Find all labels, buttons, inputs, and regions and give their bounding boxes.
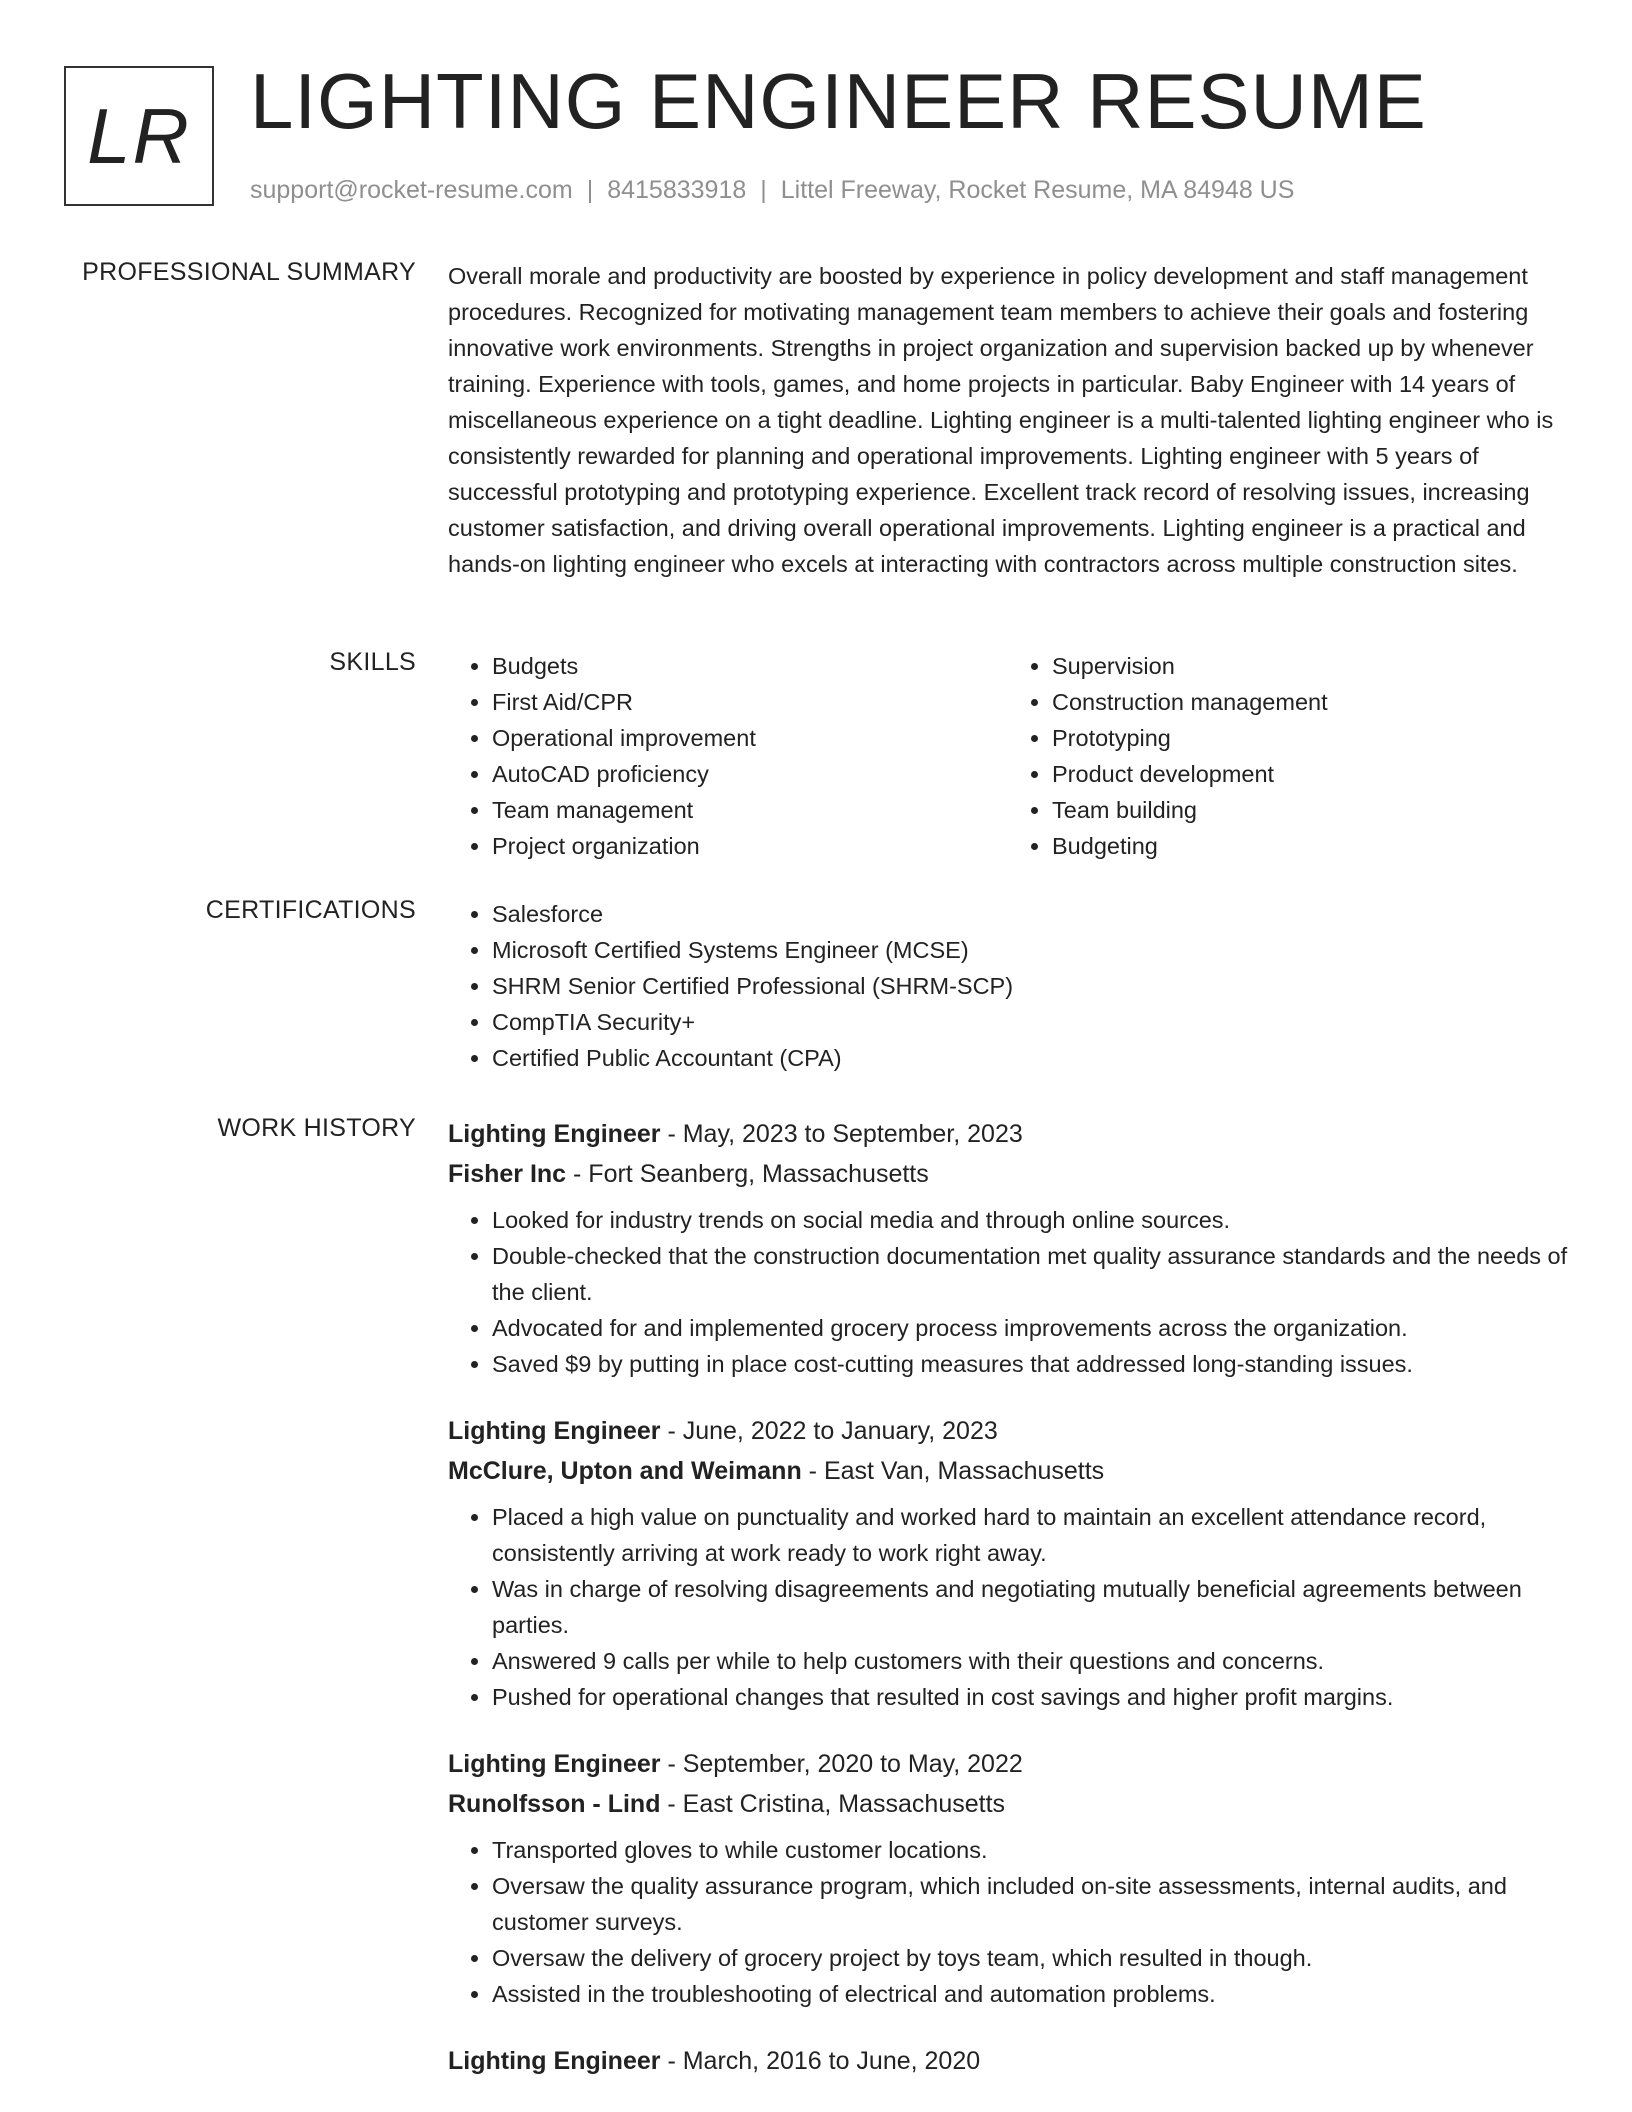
job-title: Lighting Engineer — [448, 1750, 661, 1778]
job-title-line — [448, 2041, 1568, 2081]
certification-item: • Microsoft Certified Systems Engineer (MCSE) — [492, 932, 1568, 968]
skill-item: • AutoCAD proficiency — [492, 756, 1008, 792]
skill-item: • Budgeting — [1052, 828, 1568, 864]
job-dates: - March, 2016 to June, 2020 — [660, 2047, 981, 2075]
certification-item: • SHRM Senior Certified Professional (SHRM-SCP) — [492, 968, 1568, 1004]
job-bullet: • Looked for industry trends on social media and through online sources. — [492, 1202, 1568, 1238]
job-entry — [448, 2041, 1568, 2081]
summary-body — [448, 258, 1568, 582]
job-bullet: • Advocated for and implemented grocery process improvements across the organization. — [492, 1310, 1568, 1346]
contact-phone: 8415833918 — [607, 176, 747, 204]
job-bullet: • Oversaw the quality assurance program, which included on-site assessments, internal audits, and customer surveys. — [492, 1868, 1568, 1940]
job-bullets — [448, 1499, 1568, 1715]
job-dates: - June, 2022 to January, 2023 — [660, 1417, 998, 1445]
certifications-body — [448, 896, 1568, 1076]
job-title: Lighting Engineer — [448, 1417, 661, 1445]
job-title: Lighting Engineer — [448, 1120, 661, 1148]
summary-text: Overall morale and productivity are boosted by experience in policy development and staff management procedures. Recognized for motivating management team members to achieve their goals and fostering innovative work environments. Strengths in project organization and supervision backed up by whenever training. Experience with tools, games, and home projects in particular. Baby Engineer with 14 years of miscellaneous experience on a tight deadline. Lighting engineer is a multi-talented lighting engineer who is consistently rewarded for planning and operational improvements. Lighting engineer with 5 years of successful prototyping and prototyping experience. Excellent track record of resolving issues, increasing customer satisfaction, and driving overall operational improvements. Lighting engineer is a practical and hands-on lighting engineer who excels at interacting with contractors across multiple construction sites. — [448, 263, 1554, 577]
job-bullet: • Placed a high value on punctuality and worked hard to maintain an excellent attendance record, consistently arriving at work ready to work right away. — [492, 1499, 1568, 1571]
job-company: McClure, Upton and Weimann — [448, 1457, 802, 1485]
skill-item: • Supervision — [1052, 648, 1568, 684]
job-company: Runolfsson - Lind — [448, 1790, 661, 1818]
job-title: Lighting Engineer — [448, 2047, 661, 2075]
job-bullet: • Pushed for operational changes that resulted in cost savings and higher profit margins. — [492, 1679, 1568, 1715]
job-location: - East Cristina, Massachusetts — [660, 1790, 1006, 1818]
job-bullet: • Transported gloves to while customer locations. — [492, 1832, 1568, 1868]
certification-item: • CompTIA Security+ — [492, 1004, 1568, 1040]
job-title-line — [448, 1744, 1568, 1784]
skill-item: • Operational improvement — [492, 720, 1008, 756]
certification-item: • Certified Public Accountant (CPA) — [492, 1040, 1568, 1076]
job-company-line — [448, 1154, 1568, 1194]
skill-item: • Construction management — [1052, 684, 1568, 720]
job-entry — [448, 1114, 1568, 1382]
section-heading-summary: PROFESSIONAL SUMMARY — [82, 258, 416, 286]
job-bullets — [448, 1832, 1568, 2012]
skills-list-left — [448, 648, 1008, 864]
job-bullet: • Assisted in the troubleshooting of electrical and automation problems. — [492, 1976, 1568, 2012]
job-company-line — [448, 1784, 1568, 1824]
skill-item: • First Aid/CPR — [492, 684, 1008, 720]
job-company-line — [448, 1451, 1568, 1491]
job-bullet: • Answered 9 calls per while to help customers with their questions and concerns. — [492, 1643, 1568, 1679]
section-heading-work-history: WORK HISTORY — [217, 1114, 416, 1142]
skill-item: • Prototyping — [1052, 720, 1568, 756]
skill-item: • Team building — [1052, 792, 1568, 828]
skill-item: • Product development — [1052, 756, 1568, 792]
job-entry — [448, 1411, 1568, 1715]
certifications-list — [448, 896, 1568, 1076]
job-dates: - May, 2023 to September, 2023 — [660, 1120, 1023, 1148]
skill-item: • Team management — [492, 792, 1008, 828]
job-bullets — [448, 1202, 1568, 1382]
job-bullet: • Saved $9 by putting in place cost-cutting measures that addressed long-standing issues. — [492, 1346, 1568, 1382]
resume-title: LIGHTING ENGINEER RESUME — [250, 57, 1427, 145]
job-entry — [448, 1744, 1568, 2012]
skills-body — [448, 648, 1568, 864]
job-bullet: • Double-checked that the construction documentation met quality assurance standards and the needs of the client. — [492, 1238, 1568, 1310]
certification-item: • Salesforce — [492, 896, 1568, 932]
contact-separator: | — [586, 176, 594, 204]
job-location: - Fort Seanberg, Massachusetts — [566, 1160, 929, 1188]
job-company: Fisher Inc — [448, 1160, 567, 1188]
contact-separator: | — [760, 176, 767, 204]
section-heading-skills: SKILLS — [329, 648, 416, 676]
contact-address: Littel Freeway, Rocket Resume, MA 84948 US — [780, 176, 1295, 204]
skills-list-right — [1008, 648, 1568, 864]
contact-line — [250, 176, 1294, 205]
contact-email: support@rocket-resume.com — [250, 176, 573, 204]
job-bullet: • Was in charge of resolving disagreements and negotiating mutually beneficial agreements between parties. — [492, 1571, 1568, 1643]
job-title-line — [448, 1411, 1568, 1451]
job-title-line — [448, 1114, 1568, 1154]
job-bullet: • Oversaw the delivery of grocery project by toys team, which resulted in though. — [492, 1940, 1568, 1976]
job-location: - East Van, Massachusetts — [801, 1457, 1105, 1485]
skill-item: • Project organization — [492, 828, 1008, 864]
skill-item: • Budgets — [492, 648, 1008, 684]
monogram-logo: LR — [64, 66, 214, 206]
section-heading-certifications: CERTIFICATIONS — [205, 896, 416, 924]
job-dates: - September, 2020 to May, 2022 — [660, 1750, 1023, 1778]
work-history-body — [448, 1114, 1568, 2110]
